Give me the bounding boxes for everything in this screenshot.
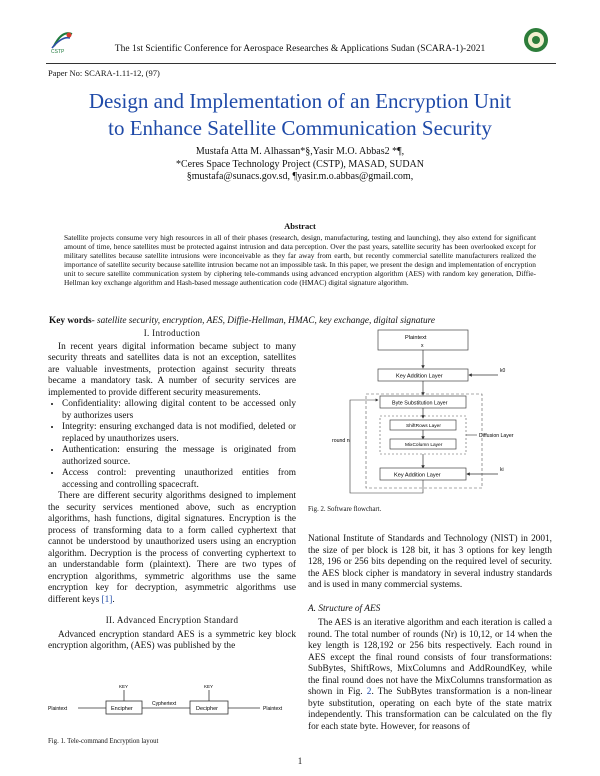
list-item: • Integrity: ensuring exchanged data is not modified, deleted or replaced by unauthorizes users.: [62, 422, 296, 445]
keywords-text: - satellite security, encryption, AES, Diffie-Hellman, HMAC, key exchange, digital signature: [91, 316, 435, 326]
security-services-list: [48, 399, 296, 491]
title-line-1: Design and Implementation of an Encryption Unit: [88, 89, 512, 113]
citation-link[interactable]: [1]: [101, 594, 113, 605]
section-1-heading: I. Introduction: [143, 328, 201, 338]
fig2-mix-column-label: MixColumn Layer: [405, 443, 443, 448]
nist-paragraph: National Institute of Standards and Technology (NIST) in 2001, the size of per block is 128 bit, it has 3 options for key length 128, 196 or 256 bits depending on the required level of security. the AES block cipher is mandatory in several industry standards and is used in many commercial systems.: [308, 534, 552, 590]
abstract-heading: Abstract: [284, 221, 316, 231]
fig1-encipher-label: Encipher: [111, 706, 133, 712]
keywords: [49, 316, 549, 326]
fig1-cyphertext-label: Cyphertext: [152, 701, 177, 707]
author-emails: §mustafa@sunacs.gov.sd, ¶yasir.m.o.abbas@gmail.com,: [186, 171, 414, 182]
fig2-k0-label: k0: [500, 368, 506, 374]
right-column: [308, 534, 552, 733]
fig2-byte-sub-label: Byte Substitution Layer: [392, 400, 448, 407]
intro-paragraph-2-end: .: [112, 594, 115, 605]
header-rule: [46, 63, 556, 64]
intro-paragraph-1: In recent years digital information became subject to many security threats and satellites data is not an exception, satellites are valuable investments, protection against security threats became a mandatory task. A number of security services are implemented to provide different security measurements.: [48, 341, 296, 398]
fig2-key-add-label-2: Key Addition Layer: [394, 472, 441, 479]
fig2-round-label: round n: [332, 438, 350, 444]
author-affiliation: *Ceres Space Technology Project (CSTP), MASAD, SUDAN: [176, 158, 424, 170]
figure-2-caption: Fig. 2. Software flowchart.: [308, 506, 382, 513]
title-line-2: to Enhance Satellite Communication Security: [108, 116, 492, 140]
fig2-shift-rows-label: ShiftRows Layer: [406, 424, 441, 429]
structure-paragraph-text: The AES is an iterative algorithm and each iteration is called a round. The total number of rounds (Nr) is 10,12, or 14 when the key length is 128,192 or 256 bits respectively. Each round in AES except the final round consists of four transformations: SubBytes, ShiftRows, MixColumns and AddRoundKey, while the final round does not have the MixColumns transformation as shown in Fig.: [308, 618, 552, 697]
figure-1-caption: Fig. 1. Tele-command Encryption layout: [48, 738, 159, 745]
figure-2-diagram: [330, 328, 560, 498]
figure-link[interactable]: 2: [366, 687, 372, 697]
paper-title: [30, 88, 570, 142]
intro-paragraph-2-text: There are different security algorithms designed to implement the security services mentioned above, such as encryption algorithms, hash functions, digital signatures. Encryption is the process of transforming data to a form called cyphertext that cannot be understood by unauthorized users using an encryption algorithm. Decryption is the process of converting cyphertext to an understandable form (plaintext). There are two types of encryption algorithms, symmetric algorithms use the same encryption key for decryption, asymmetric algorithms use different keys: [48, 491, 296, 605]
fig1-plaintext-out-label: Plaintext: [263, 706, 283, 712]
fig2-plaintext-label: Plaintext: [405, 335, 427, 341]
figure-1-diagram: [48, 680, 298, 730]
section-2-heading: II. Advanced Encryption Standard: [105, 615, 239, 625]
fig1-plaintext-label: Plaintext: [48, 706, 68, 712]
structure-paragraph-rest: . The SubBytes transformation is a non-linear byte substitution, operating on each byte of the state matrix independently. This transformation can be calculated on the fly for each state byte. However, for reasons of: [308, 687, 553, 732]
aes-paragraph-1: Advanced encryption standard AES is a symmetric key block encryption algorithm, (AES) was published by the: [48, 629, 296, 651]
subsection-a-heading: A. Structure of AES: [308, 603, 381, 614]
fig2-x-label: x: [421, 343, 424, 349]
author-block: [0, 146, 600, 184]
conference-header: The 1st Scientific Conference for Aerospace Researches & Applications Sudan (SCARA-1)-2021: [114, 44, 486, 54]
abstract-text: Satellite projects consume very high resources in all of their phases (research, design, manufacturing, testing and launching), they also extend for significant amount of time, hence satellites must be protected against intrusion and data perception. Over the past years, satellite security has been overlooked except for military satellites because satellite intrusions were inconceivable as they far away from earth, but recently commercial satellite manufacturers realized the importance of satellite security because satellite intrusion became not an impossible task. In this paper, we present the design and implementation of encryption unit to secure satellite communication system by ciphering tele-commands using advanced encryption algorithm (AES) with random key generation, Diffie-Hellman key exchange algorithm and Hash-based message authentication code (HMAC) digital signature algorithm.: [64, 233, 536, 287]
structure-paragraph: [308, 618, 552, 733]
fig1-key-label: KEY: [119, 684, 129, 689]
list-item: • Authentication: ensuring the message is originated from authorized source.: [62, 445, 296, 468]
list-item: • Confidentiality: allowing digital content to be accessed only by authorizes users: [62, 399, 296, 422]
list-item: • Access control: preventing unauthorized entities from accessing and controlling spacecraft.: [62, 468, 296, 491]
intro-paragraph-2: [48, 491, 296, 606]
fig2-key-add-label-1: Key Addition Layer: [396, 373, 443, 380]
fig1-key-label: KEY: [204, 684, 214, 689]
page-number: 1: [297, 756, 303, 766]
fig2-diffusion-label: Diffusion Layer: [479, 433, 514, 439]
svg-text:CSTP: CSTP: [51, 49, 65, 54]
left-column: [48, 328, 296, 653]
keywords-label: Key words: [49, 316, 92, 326]
fig2-ki-label: ki: [500, 467, 504, 473]
author-names: Mustafa Atta M. Alhassan*§,Yasir M.O. Abbas2 *¶,: [195, 146, 405, 157]
paper-number: Paper No: SCARA-1.11-12, (97): [48, 68, 160, 78]
fig1-decipher-label: Decipher: [196, 706, 219, 712]
